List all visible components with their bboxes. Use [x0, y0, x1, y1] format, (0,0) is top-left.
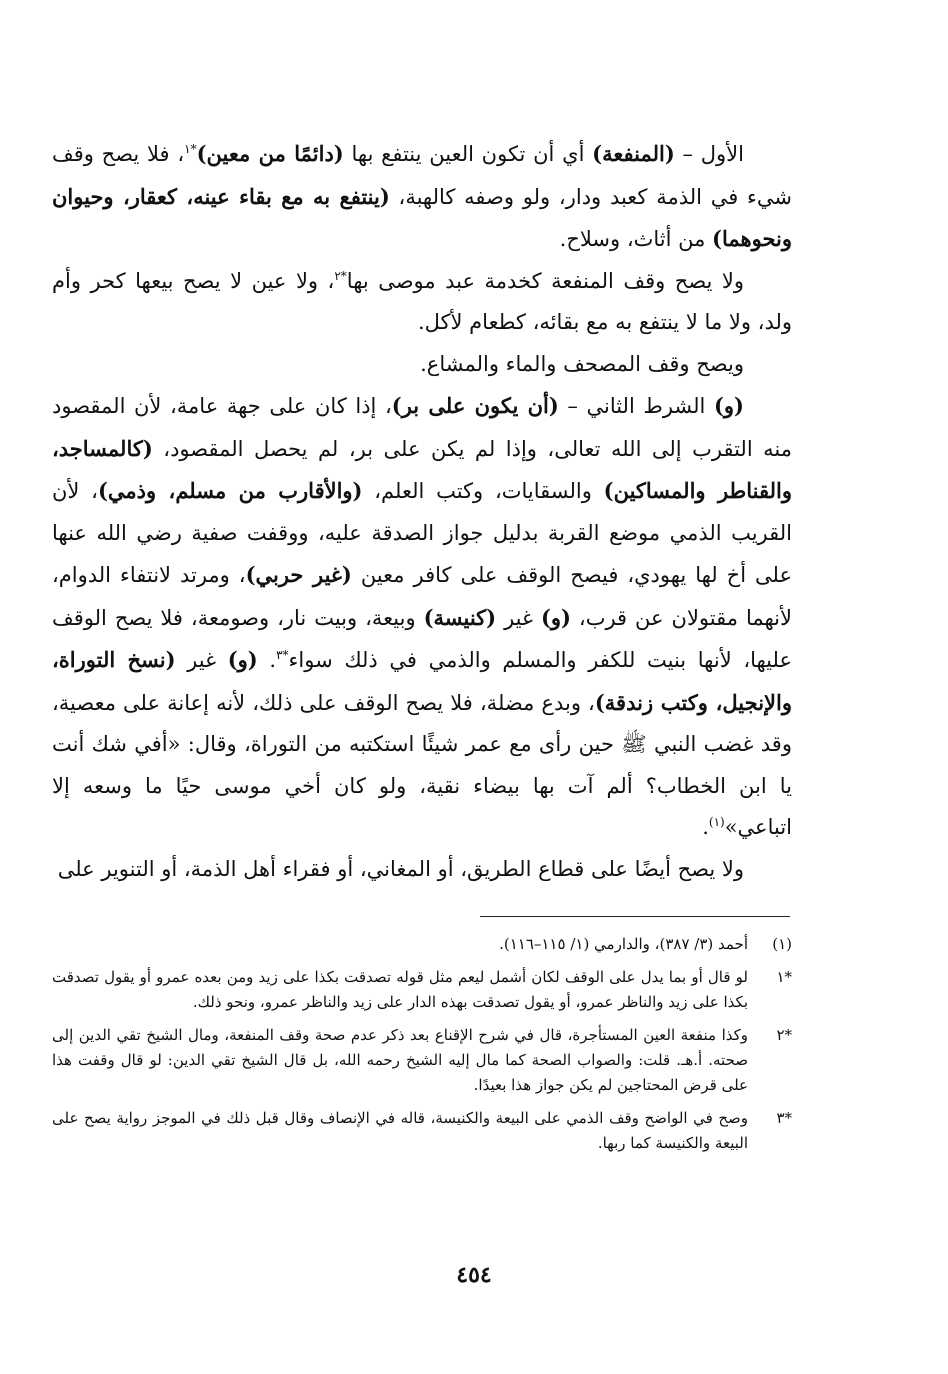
- note-ref: *٣: [276, 648, 289, 662]
- footnotes: [52, 932, 792, 1164]
- page-number: ٤٥٤: [456, 1262, 492, 1288]
- text-run: ، وبدع مضلة، فلا يصح الوقف على ذلك، لأنه إعانة على معصية، وقد غضب النبي ﷺ حين رأى مع عمر شيئًا استكتبه من التوراة، وقال: «أفي شك أنت يا ابن الخطاب؟ ألم آت بها بيضاء نقية، ولو كان أخي موسى حيًا ما وسعه إلا اتباعي»: [52, 690, 792, 839]
- paragraph: [52, 849, 792, 891]
- text-run: ويصح وقف المصحف والماء والمشاع.: [420, 351, 744, 376]
- note-ref: *١: [184, 142, 197, 156]
- text-run: غير: [496, 605, 541, 630]
- footnote-mark: *١: [776, 968, 792, 986]
- footnote-text: أحمد (٣/ ٣٨٧)، والدارمي (١/ ١١٥–١١٦).: [499, 935, 748, 953]
- bold-term: (و): [713, 393, 744, 418]
- bold-term: (و): [227, 647, 258, 672]
- bold-term: (كنيسة): [423, 604, 497, 630]
- footnote: [52, 1106, 792, 1156]
- bold-term: (ينتفع به مع بقاء عينه، كعقار، وحيوان ونحوهما): [52, 183, 792, 251]
- footnote: [52, 1023, 792, 1098]
- text-run: غير: [175, 648, 228, 672]
- text-run: ، فلا يصح وقف شيء في الذمة كعبد ودار، ولو وصفه كالهبة،: [52, 142, 792, 209]
- text-run: ، إذا كان على جهة عامة، لأن المقصود منه التقرب إلى الله تعالى، وإذا لم يكن على بر، لم يحصل المقصود،: [52, 394, 792, 461]
- bold-term: (المنفعة): [592, 141, 675, 166]
- main-text: [52, 133, 792, 890]
- note-ref: (١): [708, 815, 725, 829]
- footnote-mark: *٢: [776, 1026, 792, 1044]
- text-run: ، لأن القريب الذمي موضع القربة بدليل جواز الصدقة عليه، ووقفت صفية رضي الله عنها على أخ لها يهودي، فيصح الوقف على كافر معين: [52, 479, 792, 587]
- footnote-divider: [480, 916, 790, 917]
- paragraph: [52, 385, 792, 849]
- bold-term: (أن يكون على بر): [391, 393, 559, 418]
- text-run: ولا يصح وقف المنفعة كخدمة عبد موصى بها: [346, 268, 744, 293]
- text-run: ولا يصح أيضًا على قطاع الطريق، أو المغاني، أو فقراء أهل الذمة، أو التنوير على: [57, 856, 744, 881]
- footnote-text: لو قال أو بما يدل على الوقف لكان أشمل ليعم مثل قوله تصدقت بكذا على زيد ومن بعده عمرو أو يقول تصدقت بكذا على زيد والناظر عمرو، أو يقول تصدقت بهذه الدار على زيد والناظر عمرو، ونحو ذلك.: [52, 968, 748, 1011]
- text-run: الأول –: [674, 142, 744, 166]
- text-run: ، ولا عين لا يصح بيعها كحر وأم ولد، ولا ما لا ينتفع به مع بقائه، كطعام لأكل.: [52, 268, 792, 334]
- text-run: ، ومرتد لانتفاء الدوام، لأنهما مقتولان عن قرب،: [52, 563, 792, 630]
- text-run: أي أن تكون العين ينتفع بها: [343, 142, 593, 166]
- bold-term: (دائمًا من معين): [196, 141, 344, 166]
- bold-term: (والأقارب من مسلم، وذمي): [97, 478, 363, 503]
- footnote-mark: *٣: [776, 1109, 792, 1127]
- paragraph: [52, 261, 792, 344]
- footnote-text: وكذا منفعة العين المستأجرة، قال في شرح الإقناع بعد ذكر عدم صحة وقف المنفعة، ومال الشيخ تقي الدين إلى صحته. أ.هـ. قلت: والصواب الصحة كما مال إليه الشيخ رحمه الله، بل قال الشيخ تقي الدين: لو قال وقفت هذا على قرض المحتاجين لم يكن جواز هذا بعيدًا.: [52, 1026, 748, 1094]
- text-run: من أثاث، وسلاح.: [559, 227, 713, 251]
- paragraph: [52, 344, 792, 386]
- text-run: .: [257, 648, 277, 672]
- footnote-text: وصح في الواضح وقف الذمي على البيعة والكنيسة، قاله في الإنصاف وقال قبل ذلك في الموجز رواية يصح على البيعة والكنيسة كما ربها.: [52, 1109, 748, 1152]
- bold-term: (غير حربي): [245, 562, 352, 587]
- bold-term: (نسخ التوراة، والإنجيل، وكتب زندقة): [52, 647, 792, 715]
- bold-term: (و): [540, 604, 571, 630]
- footnote: [52, 932, 792, 957]
- text-run: .: [702, 815, 709, 839]
- note-ref: *٢: [334, 268, 347, 283]
- text-run: الشرط الثاني –: [558, 394, 714, 418]
- bold-term: (كالمساجد، والقناطر والمساكين): [52, 435, 792, 503]
- footnote-mark: (١): [772, 935, 792, 953]
- footnote: [52, 965, 792, 1015]
- text-run: والسقايات، وكتب العلم،: [362, 479, 604, 503]
- text-run: وبيعة، وبيت نار، وصومعة، فلا يصح الوقف عليها، لأنها بنيت للكفر والمسلم والذمي في ذلك سواء: [52, 605, 793, 672]
- paragraph: [52, 133, 792, 261]
